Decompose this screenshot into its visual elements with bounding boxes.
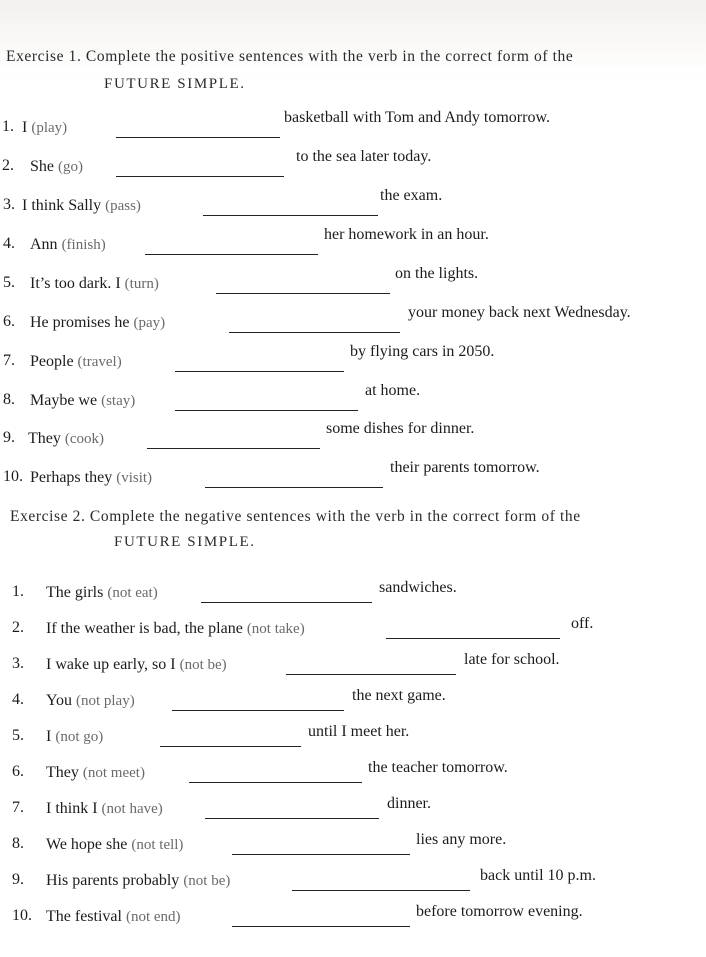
exercise1-item — [0, 187, 706, 218]
sentence-start — [46, 836, 183, 854]
sentence-end: dinner. — [387, 795, 431, 812]
sentence-start — [30, 158, 83, 176]
sentence-end: until I meet her. — [308, 723, 410, 740]
item-number: 9. — [3, 429, 15, 446]
exercise2-item — [0, 723, 706, 749]
exercise1-item — [0, 226, 706, 257]
subject-text: She — [30, 158, 54, 175]
item-number: 7. — [12, 799, 24, 816]
verb-hint: (stay) — [101, 393, 136, 409]
exercise2-item — [0, 579, 706, 605]
exercise2-item — [0, 615, 706, 641]
answer-blank[interactable] — [203, 215, 378, 216]
exercise2-item — [0, 903, 706, 929]
answer-blank[interactable] — [216, 293, 390, 294]
sentence-start — [46, 692, 135, 710]
item-number: 5. — [3, 274, 15, 291]
sentence-end: basketball with Tom and Andy tomorrow. — [284, 109, 550, 126]
item-number: 8. — [12, 835, 24, 852]
verb-hint: (play) — [31, 120, 68, 136]
verb-hint: (not eat) — [107, 585, 158, 601]
verb-hint: (not end) — [125, 909, 181, 925]
verb-hint: (not be) — [183, 873, 231, 889]
subject-text: Perhaps they — [30, 469, 113, 486]
verb-hint: (travel) — [77, 354, 122, 370]
exercise1-item — [0, 420, 706, 451]
answer-blank[interactable] — [116, 176, 284, 177]
item-number: 1. — [2, 118, 14, 135]
verb-hint: (turn) — [124, 276, 159, 292]
sentence-start — [22, 119, 67, 137]
answer-blank[interactable] — [205, 818, 379, 819]
verb-hint: (cook) — [64, 431, 105, 447]
sentence-start — [46, 764, 145, 782]
sentence-end: sandwiches. — [379, 579, 457, 596]
sentence-end: late for school. — [464, 651, 560, 668]
verb-hint: (not take) — [246, 621, 305, 637]
exercise2-item — [0, 759, 706, 785]
sentence-end: back until 10 p.m. — [480, 867, 596, 884]
subject-text: I think Sally — [22, 197, 102, 214]
subject-text: He promises he — [30, 314, 130, 331]
item-number: 5. — [12, 727, 24, 744]
exercise2-title: Exercise 2. Complete the negative sentences with the verb in the correct form of the — [10, 508, 581, 525]
answer-blank[interactable] — [286, 674, 456, 675]
item-number: 4. — [3, 235, 15, 252]
verb-hint: (not meet) — [82, 765, 145, 781]
answer-blank[interactable] — [145, 254, 318, 255]
sentence-end: before tomorrow evening. — [416, 903, 583, 920]
sentence-end: their parents tomorrow. — [390, 459, 540, 476]
sentence-end: her homework in an hour. — [324, 226, 489, 243]
item-number: 8. — [3, 391, 15, 408]
subject-text: People — [30, 353, 74, 370]
sentence-end: on the lights. — [395, 265, 479, 282]
item-number: 2. — [12, 619, 24, 636]
subject-text: The girls — [46, 584, 104, 601]
sentence-end: the next game. — [352, 687, 446, 704]
answer-blank[interactable] — [205, 487, 383, 488]
answer-blank[interactable] — [116, 137, 280, 138]
item-number: 3. — [3, 196, 15, 213]
sentence-end: some dishes for dinner. — [326, 420, 475, 437]
exercise1-item — [0, 382, 706, 413]
answer-blank[interactable] — [386, 638, 560, 639]
exercise1-subtitle: FUTURE SIMPLE. — [104, 76, 246, 92]
exercise2-item — [0, 831, 706, 857]
verb-hint: (not go) — [55, 729, 104, 745]
item-number: 9. — [12, 871, 24, 888]
item-number: 6. — [3, 313, 15, 330]
subject-text: I — [22, 119, 28, 136]
exercise1-item — [0, 109, 706, 140]
sentence-start — [46, 584, 158, 602]
sentence-start — [46, 656, 227, 674]
exercise1-item — [0, 304, 706, 335]
verb-hint: (pass) — [105, 198, 141, 214]
subject-text: I wake up early, so I — [46, 656, 176, 673]
item-number: 2. — [2, 157, 14, 174]
exercise1-item — [0, 265, 706, 296]
item-number: 7. — [3, 352, 15, 369]
answer-blank[interactable] — [175, 371, 344, 372]
subject-text: Maybe we — [30, 392, 98, 409]
verb-hint: (visit) — [116, 470, 153, 486]
item-number: 3. — [12, 655, 24, 672]
sentence-end: by flying cars in 2050. — [350, 343, 495, 360]
answer-blank[interactable] — [232, 926, 410, 927]
sentence-start — [46, 872, 230, 890]
exercise1-item — [0, 459, 706, 490]
exercise1-title: Exercise 1. Complete the positive sentences with the verb in the correct form of the — [6, 48, 574, 65]
verb-hint: (not be) — [179, 657, 227, 673]
subject-text: They — [46, 764, 79, 781]
exercise2-item — [0, 651, 706, 677]
exercise2-item — [0, 795, 706, 821]
verb-hint: (not have) — [101, 801, 163, 817]
exercise1-item — [0, 343, 706, 374]
sentence-start — [30, 236, 106, 254]
answer-blank[interactable] — [172, 710, 344, 711]
sentence-end: lies any more. — [416, 831, 507, 848]
subject-text: Ann — [30, 236, 58, 253]
verb-hint: (pay) — [133, 315, 166, 331]
sentence-start — [30, 469, 152, 487]
verb-hint: (go) — [58, 159, 83, 175]
subject-text: They — [28, 430, 61, 447]
sentence-end: your money back next Wednesday. — [408, 304, 631, 321]
sentence-end: off. — [571, 615, 594, 632]
subject-text: If the weather is bad, the plane — [46, 620, 243, 637]
subject-text: I — [46, 728, 52, 745]
item-number: 10. — [12, 907, 32, 924]
sentence-start — [30, 392, 135, 410]
subject-text: I think I — [46, 800, 98, 817]
sentence-start — [46, 620, 305, 638]
answer-blank[interactable] — [189, 782, 362, 783]
answer-blank[interactable] — [175, 410, 358, 411]
verb-hint: (not tell) — [131, 837, 184, 853]
verb-hint: (not play) — [75, 693, 135, 709]
sentence-end: the teacher tomorrow. — [368, 759, 508, 776]
exercise1-item — [0, 148, 706, 179]
item-number: 1. — [12, 583, 24, 600]
sentence-start — [46, 908, 181, 926]
sentence-start — [28, 430, 104, 448]
subject-text: The festival — [46, 908, 122, 925]
item-number: 4. — [12, 691, 24, 708]
verb-hint: (finish) — [61, 237, 106, 253]
exercise2-item — [0, 687, 706, 713]
sentence-start — [46, 800, 163, 818]
sentence-start — [46, 728, 103, 746]
exercise2-subtitle: FUTURE SIMPLE. — [114, 534, 256, 550]
item-number: 6. — [12, 763, 24, 780]
sentence-start — [30, 275, 159, 293]
sentence-end: the exam. — [380, 187, 443, 204]
answer-blank[interactable] — [232, 854, 410, 855]
sentence-end: at home. — [365, 382, 421, 399]
subject-text: His parents probably — [46, 872, 180, 889]
answer-blank[interactable] — [201, 602, 372, 603]
sentence-start — [30, 353, 122, 371]
item-number: 10. — [3, 468, 23, 485]
sentence-start — [22, 197, 141, 215]
answer-blank[interactable] — [229, 332, 400, 333]
answer-blank[interactable] — [147, 448, 320, 449]
sentence-start — [30, 314, 165, 332]
answer-blank[interactable] — [292, 890, 470, 891]
subject-text: You — [46, 692, 72, 709]
answer-blank[interactable] — [160, 746, 301, 747]
exercise2-item — [0, 867, 706, 893]
subject-text: We hope she — [46, 836, 128, 853]
sentence-end: to the sea later today. — [296, 148, 432, 165]
subject-text: It’s too dark. I — [30, 275, 121, 292]
